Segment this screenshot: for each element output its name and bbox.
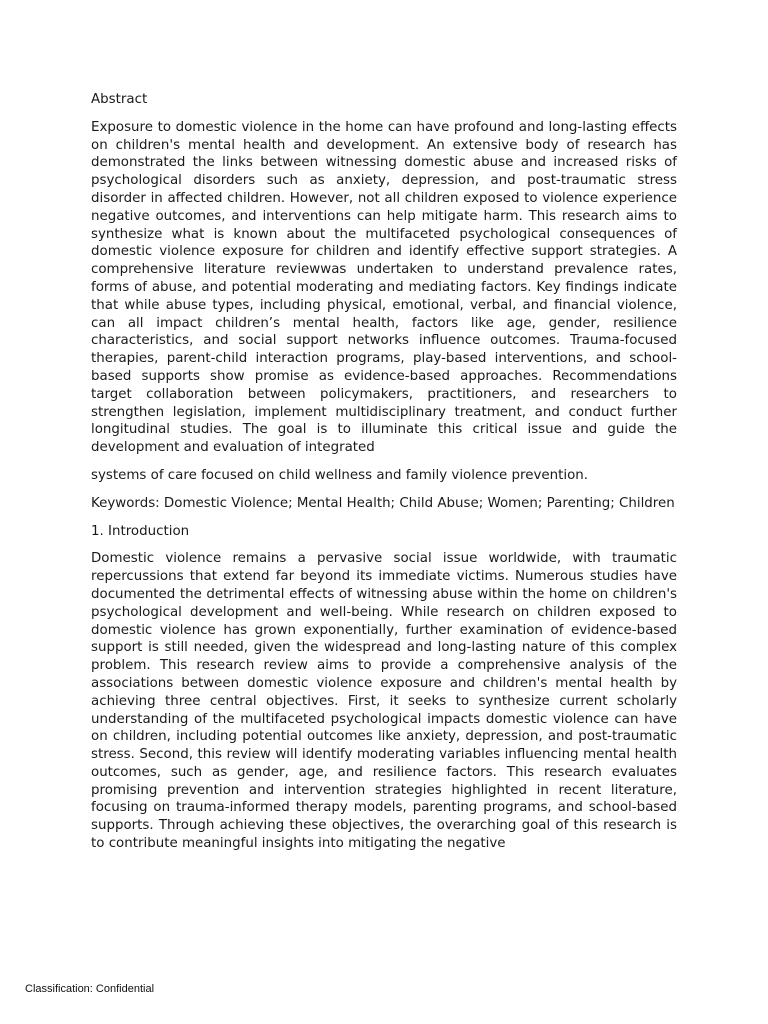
classification-footer: Classification: Confidential <box>25 983 155 995</box>
abstract-paragraph-2: systems of care focused on child wellness and family violence prevention. <box>91 467 589 483</box>
document-body <box>91 91 677 863</box>
introduction-heading: 1. Introduction <box>91 523 190 539</box>
keywords-line: Keywords: Domestic Violence; Mental Health; Child Abuse; Women; Parenting; Children <box>91 495 675 511</box>
abstract-heading: Abstract <box>91 92 148 107</box>
abstract-paragraph-1: Exposure to domestic violence in the home can have profound and long-lasting effects on children's mental health and development. An extensive body of research has demonstrated the links between witnessing domestic abuse and increased risks of psychological disorders such as anxiety, depression, and post-traumatic stress disorder in affected children. However, not all children exposed to violence experience negative outcomes, and interventions can help mitigate harm. This research aims to synthesize what is known about the multifaceted psychological consequences of domestic violence exposure for children and identify effective support strategies. A comprehensive literature reviewwas undertaken to understand prevalence rates, forms of abuse, and potential moderating and mediating factors. Key findings indicate that while abuse types, including physical, emotional, verbal, and financial violence, can all impact children’s mental health, factors like age, gender, resilience characteristics, and social support networks influence outcomes. Trauma-focused therapies, parent-child interaction programs, play-based interventions, and school-based supports show promise as evidence-based approaches. Recommendations target collaboration between policymakers, practitioners, and researchers to strengthen legislation, implement multidisciplinary treatment, and conduct further longitudinal studies. The goal is to illuminate this critical issue and guide the development and evaluation of integrated <box>91 119 677 456</box>
introduction-paragraph: Domestic violence remains a pervasive social issue worldwide, with traumatic repercussions that extend far beyond its immediate victims. Numerous studies have documented the detrimental effects of witnessing abuse within the home on children's psychological development and well-being. While research on children exposed to domestic violence has grown exponentially, further examination of evidence-based support is still needed, given the widespread and long-lasting nature of this complex problem. This research review aims to provide a comprehensive analysis of the associations between domestic violence exposure and children's mental health by achieving three central objectives. First, it seeks to synthesize current scholarly understanding of the multifaceted psychological impacts domestic violence can have on children, including potential outcomes like anxiety, depression, and post-traumatic stress. Second, this review will identify moderating variables influencing mental health outcomes, such as gender, age, and resilience factors. This research evaluates promising prevention and intervention strategies highlighted in recent literature, focusing on trauma-informed therapy models, parenting programs, and school-based supports. Through achieving these objectives, the overarching goal of this research is to contribute meaningful insights into mitigating the negative <box>91 551 677 852</box>
